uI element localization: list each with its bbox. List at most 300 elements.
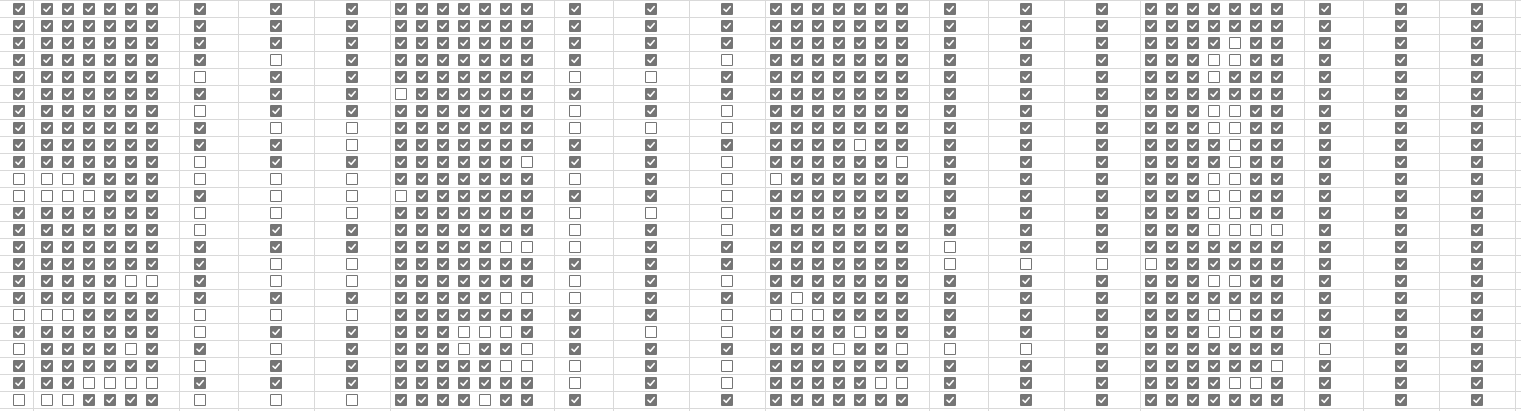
checkbox-checked-icon[interactable] [1319,309,1331,321]
checkbox-checked-icon[interactable] [1271,326,1283,338]
checkbox-checked-icon[interactable] [104,309,116,321]
checkbox-checked-icon[interactable] [1395,190,1407,202]
checkbox-checked-icon[interactable] [1250,156,1262,168]
checkbox-checked-icon[interactable] [395,20,407,32]
checkbox-checked-icon[interactable] [1145,71,1157,83]
checkbox-checked-icon[interactable] [458,241,470,253]
checkbox-checked-icon[interactable] [1250,309,1262,321]
checkbox-checked-icon[interactable] [1145,326,1157,338]
checkbox-checked-icon[interactable] [833,258,845,270]
checkbox-checked-icon[interactable] [1395,37,1407,49]
checkbox-checked-icon[interactable] [1187,343,1199,355]
checkbox-unchecked-icon[interactable] [270,190,282,202]
checkbox-checked-icon[interactable] [146,343,158,355]
checkbox-checked-icon[interactable] [83,20,95,32]
checkbox-checked-icon[interactable] [104,292,116,304]
checkbox-checked-icon[interactable] [944,292,956,304]
checkbox-checked-icon[interactable] [346,326,358,338]
checkbox-checked-icon[interactable] [569,3,581,15]
checkbox-checked-icon[interactable] [437,292,449,304]
checkbox-checked-icon[interactable] [1250,20,1262,32]
checkbox-checked-icon[interactable] [721,343,733,355]
checkbox-checked-icon[interactable] [416,71,428,83]
checkbox-checked-icon[interactable] [104,394,116,406]
checkbox-unchecked-icon[interactable] [812,309,824,321]
checkbox-checked-icon[interactable] [791,224,803,236]
checkbox-checked-icon[interactable] [1166,88,1178,100]
checkbox-checked-icon[interactable] [721,258,733,270]
checkbox-unchecked-icon[interactable] [125,377,137,389]
checkbox-checked-icon[interactable] [521,139,533,151]
checkbox-checked-icon[interactable] [270,326,282,338]
checkbox-checked-icon[interactable] [1395,207,1407,219]
checkbox-checked-icon[interactable] [146,20,158,32]
checkbox-checked-icon[interactable] [1471,360,1483,372]
checkbox-checked-icon[interactable] [125,258,137,270]
checkbox-checked-icon[interactable] [812,54,824,66]
checkbox-checked-icon[interactable] [896,173,908,185]
checkbox-checked-icon[interactable] [1395,343,1407,355]
checkbox-checked-icon[interactable] [1187,37,1199,49]
checkbox-unchecked-icon[interactable] [569,71,581,83]
checkbox-checked-icon[interactable] [479,105,491,117]
checkbox-checked-icon[interactable] [1166,224,1178,236]
checkbox-checked-icon[interactable] [1166,275,1178,287]
checkbox-checked-icon[interactable] [146,394,158,406]
checkbox-unchecked-icon[interactable] [41,190,53,202]
checkbox-checked-icon[interactable] [1020,224,1032,236]
checkbox-checked-icon[interactable] [1166,309,1178,321]
checkbox-checked-icon[interactable] [437,309,449,321]
checkbox-checked-icon[interactable] [104,190,116,202]
checkbox-checked-icon[interactable] [1250,173,1262,185]
checkbox-checked-icon[interactable] [479,343,491,355]
checkbox-checked-icon[interactable] [13,139,25,151]
checkbox-checked-icon[interactable] [1208,139,1220,151]
checkbox-checked-icon[interactable] [521,122,533,134]
checkbox-checked-icon[interactable] [479,292,491,304]
checkbox-unchecked-icon[interactable] [41,394,53,406]
checkbox-checked-icon[interactable] [1471,258,1483,270]
checkbox-unchecked-icon[interactable] [479,394,491,406]
checkbox-checked-icon[interactable] [721,3,733,15]
checkbox-checked-icon[interactable] [1166,207,1178,219]
checkbox-checked-icon[interactable] [479,360,491,372]
checkbox-checked-icon[interactable] [1020,377,1032,389]
checkbox-checked-icon[interactable] [125,292,137,304]
checkbox-checked-icon[interactable] [500,122,512,134]
checkbox-unchecked-icon[interactable] [194,173,206,185]
checkbox-checked-icon[interactable] [833,105,845,117]
checkbox-checked-icon[interactable] [41,122,53,134]
checkbox-checked-icon[interactable] [944,326,956,338]
checkbox-checked-icon[interactable] [1250,71,1262,83]
checkbox-checked-icon[interactable] [1271,54,1283,66]
checkbox-unchecked-icon[interactable] [104,377,116,389]
checkbox-unchecked-icon[interactable] [13,343,25,355]
checkbox-checked-icon[interactable] [854,258,866,270]
checkbox-checked-icon[interactable] [1096,173,1108,185]
checkbox-checked-icon[interactable] [875,360,887,372]
checkbox-checked-icon[interactable] [346,20,358,32]
checkbox-checked-icon[interactable] [791,241,803,253]
checkbox-checked-icon[interactable] [521,54,533,66]
checkbox-checked-icon[interactable] [194,37,206,49]
checkbox-checked-icon[interactable] [41,139,53,151]
checkbox-checked-icon[interactable] [569,88,581,100]
checkbox-checked-icon[interactable] [458,122,470,134]
checkbox-checked-icon[interactable] [569,309,581,321]
checkbox-checked-icon[interactable] [1020,71,1032,83]
checkbox-checked-icon[interactable] [1395,377,1407,389]
checkbox-checked-icon[interactable] [1166,377,1178,389]
checkbox-unchecked-icon[interactable] [944,258,956,270]
checkbox-checked-icon[interactable] [395,37,407,49]
checkbox-checked-icon[interactable] [1395,3,1407,15]
checkbox-checked-icon[interactable] [1187,377,1199,389]
checkbox-unchecked-icon[interactable] [791,309,803,321]
checkbox-unchecked-icon[interactable] [569,292,581,304]
checkbox-checked-icon[interactable] [270,88,282,100]
checkbox-checked-icon[interactable] [270,156,282,168]
checkbox-checked-icon[interactable] [83,224,95,236]
checkbox-unchecked-icon[interactable] [41,173,53,185]
checkbox-unchecked-icon[interactable] [346,190,358,202]
checkbox-checked-icon[interactable] [270,377,282,389]
checkbox-checked-icon[interactable] [146,71,158,83]
checkbox-unchecked-icon[interactable] [346,122,358,134]
checkbox-checked-icon[interactable] [1020,54,1032,66]
checkbox-checked-icon[interactable] [1471,156,1483,168]
checkbox-checked-icon[interactable] [1471,207,1483,219]
checkbox-checked-icon[interactable] [13,105,25,117]
checkbox-checked-icon[interactable] [458,207,470,219]
checkbox-checked-icon[interactable] [104,54,116,66]
checkbox-unchecked-icon[interactable] [194,326,206,338]
checkbox-checked-icon[interactable] [1145,394,1157,406]
checkbox-checked-icon[interactable] [854,309,866,321]
checkbox-checked-icon[interactable] [1145,241,1157,253]
checkbox-unchecked-icon[interactable] [569,207,581,219]
checkbox-checked-icon[interactable] [1187,139,1199,151]
checkbox-checked-icon[interactable] [1096,309,1108,321]
checkbox-checked-icon[interactable] [944,275,956,287]
checkbox-checked-icon[interactable] [721,394,733,406]
checkbox-checked-icon[interactable] [13,360,25,372]
checkbox-checked-icon[interactable] [416,394,428,406]
checkbox-checked-icon[interactable] [1471,224,1483,236]
checkbox-checked-icon[interactable] [791,88,803,100]
checkbox-checked-icon[interactable] [479,275,491,287]
checkbox-checked-icon[interactable] [854,275,866,287]
checkbox-checked-icon[interactable] [83,343,95,355]
checkbox-checked-icon[interactable] [812,3,824,15]
checkbox-checked-icon[interactable] [1271,71,1283,83]
checkbox-checked-icon[interactable] [944,360,956,372]
checkbox-checked-icon[interactable] [125,37,137,49]
checkbox-unchecked-icon[interactable] [1229,326,1241,338]
checkbox-checked-icon[interactable] [645,20,657,32]
checkbox-checked-icon[interactable] [1471,71,1483,83]
checkbox-checked-icon[interactable] [875,292,887,304]
checkbox-checked-icon[interactable] [833,54,845,66]
checkbox-checked-icon[interactable] [645,54,657,66]
checkbox-checked-icon[interactable] [875,258,887,270]
checkbox-checked-icon[interactable] [346,105,358,117]
checkbox-checked-icon[interactable] [875,190,887,202]
checkbox-checked-icon[interactable] [812,105,824,117]
checkbox-checked-icon[interactable] [645,105,657,117]
checkbox-checked-icon[interactable] [346,3,358,15]
checkbox-unchecked-icon[interactable] [270,394,282,406]
checkbox-checked-icon[interactable] [41,343,53,355]
checkbox-checked-icon[interactable] [479,190,491,202]
checkbox-checked-icon[interactable] [125,326,137,338]
checkbox-unchecked-icon[interactable] [1250,377,1262,389]
checkbox-checked-icon[interactable] [770,275,782,287]
checkbox-checked-icon[interactable] [194,275,206,287]
checkbox-checked-icon[interactable] [812,258,824,270]
checkbox-unchecked-icon[interactable] [645,122,657,134]
checkbox-checked-icon[interactable] [1166,360,1178,372]
checkbox-checked-icon[interactable] [812,241,824,253]
checkbox-unchecked-icon[interactable] [521,343,533,355]
checkbox-checked-icon[interactable] [395,326,407,338]
checkbox-checked-icon[interactable] [1020,326,1032,338]
checkbox-checked-icon[interactable] [500,3,512,15]
checkbox-checked-icon[interactable] [770,3,782,15]
checkbox-checked-icon[interactable] [1319,190,1331,202]
checkbox-checked-icon[interactable] [146,360,158,372]
checkbox-checked-icon[interactable] [500,139,512,151]
checkbox-checked-icon[interactable] [437,3,449,15]
checkbox-checked-icon[interactable] [1319,54,1331,66]
checkbox-checked-icon[interactable] [395,343,407,355]
checkbox-checked-icon[interactable] [521,37,533,49]
checkbox-checked-icon[interactable] [416,292,428,304]
checkbox-checked-icon[interactable] [521,20,533,32]
checkbox-checked-icon[interactable] [770,207,782,219]
checkbox-checked-icon[interactable] [346,156,358,168]
checkbox-unchecked-icon[interactable] [346,275,358,287]
checkbox-checked-icon[interactable] [1145,20,1157,32]
checkbox-checked-icon[interactable] [1271,88,1283,100]
checkbox-checked-icon[interactable] [812,207,824,219]
checkbox-checked-icon[interactable] [770,71,782,83]
checkbox-checked-icon[interactable] [416,37,428,49]
checkbox-checked-icon[interactable] [1020,122,1032,134]
checkbox-checked-icon[interactable] [479,207,491,219]
checkbox-checked-icon[interactable] [83,326,95,338]
checkbox-checked-icon[interactable] [83,309,95,321]
checkbox-unchecked-icon[interactable] [270,54,282,66]
checkbox-checked-icon[interactable] [13,3,25,15]
checkbox-checked-icon[interactable] [1020,3,1032,15]
checkbox-checked-icon[interactable] [479,3,491,15]
checkbox-checked-icon[interactable] [62,343,74,355]
checkbox-checked-icon[interactable] [875,343,887,355]
checkbox-checked-icon[interactable] [194,377,206,389]
checkbox-checked-icon[interactable] [194,190,206,202]
checkbox-checked-icon[interactable] [62,54,74,66]
checkbox-checked-icon[interactable] [1319,88,1331,100]
checkbox-checked-icon[interactable] [13,88,25,100]
checkbox-checked-icon[interactable] [1229,292,1241,304]
checkbox-checked-icon[interactable] [645,224,657,236]
checkbox-checked-icon[interactable] [1208,156,1220,168]
checkbox-checked-icon[interactable] [270,292,282,304]
checkbox-checked-icon[interactable] [346,292,358,304]
checkbox-checked-icon[interactable] [1271,105,1283,117]
checkbox-checked-icon[interactable] [62,292,74,304]
checkbox-checked-icon[interactable] [1145,207,1157,219]
checkbox-unchecked-icon[interactable] [194,207,206,219]
checkbox-checked-icon[interactable] [437,394,449,406]
checkbox-unchecked-icon[interactable] [1229,207,1241,219]
checkbox-checked-icon[interactable] [395,292,407,304]
checkbox-checked-icon[interactable] [1208,343,1220,355]
checkbox-checked-icon[interactable] [1319,394,1331,406]
checkbox-unchecked-icon[interactable] [721,360,733,372]
checkbox-unchecked-icon[interactable] [944,343,956,355]
checkbox-checked-icon[interactable] [896,3,908,15]
checkbox-checked-icon[interactable] [146,326,158,338]
checkbox-unchecked-icon[interactable] [645,207,657,219]
checkbox-checked-icon[interactable] [645,241,657,253]
checkbox-checked-icon[interactable] [83,275,95,287]
checkbox-checked-icon[interactable] [41,241,53,253]
checkbox-checked-icon[interactable] [1096,326,1108,338]
checkbox-unchecked-icon[interactable] [721,207,733,219]
checkbox-checked-icon[interactable] [395,309,407,321]
checkbox-checked-icon[interactable] [1187,105,1199,117]
checkbox-checked-icon[interactable] [521,71,533,83]
checkbox-checked-icon[interactable] [194,343,206,355]
checkbox-checked-icon[interactable] [125,20,137,32]
checkbox-checked-icon[interactable] [944,190,956,202]
checkbox-checked-icon[interactable] [812,326,824,338]
checkbox-checked-icon[interactable] [125,88,137,100]
checkbox-checked-icon[interactable] [1471,54,1483,66]
checkbox-checked-icon[interactable] [479,122,491,134]
checkbox-checked-icon[interactable] [395,207,407,219]
checkbox-checked-icon[interactable] [146,139,158,151]
checkbox-checked-icon[interactable] [791,360,803,372]
checkbox-unchecked-icon[interactable] [1229,309,1241,321]
checkbox-checked-icon[interactable] [1271,377,1283,389]
checkbox-checked-icon[interactable] [395,71,407,83]
checkbox-unchecked-icon[interactable] [1208,275,1220,287]
checkbox-checked-icon[interactable] [479,156,491,168]
checkbox-checked-icon[interactable] [1187,360,1199,372]
checkbox-checked-icon[interactable] [1096,37,1108,49]
checkbox-checked-icon[interactable] [125,139,137,151]
checkbox-checked-icon[interactable] [500,54,512,66]
checkbox-checked-icon[interactable] [645,309,657,321]
checkbox-unchecked-icon[interactable] [458,343,470,355]
checkbox-checked-icon[interactable] [1319,20,1331,32]
checkbox-checked-icon[interactable] [1020,360,1032,372]
checkbox-unchecked-icon[interactable] [1208,224,1220,236]
checkbox-checked-icon[interactable] [1250,326,1262,338]
checkbox-checked-icon[interactable] [1187,394,1199,406]
checkbox-checked-icon[interactable] [1208,394,1220,406]
checkbox-checked-icon[interactable] [812,88,824,100]
checkbox-checked-icon[interactable] [437,88,449,100]
checkbox-checked-icon[interactable] [458,88,470,100]
checkbox-checked-icon[interactable] [854,224,866,236]
checkbox-checked-icon[interactable] [83,71,95,83]
checkbox-checked-icon[interactable] [645,88,657,100]
checkbox-checked-icon[interactable] [437,71,449,83]
checkbox-checked-icon[interactable] [416,360,428,372]
checkbox-checked-icon[interactable] [1271,156,1283,168]
checkbox-checked-icon[interactable] [500,20,512,32]
checkbox-checked-icon[interactable] [437,241,449,253]
checkbox-checked-icon[interactable] [13,377,25,389]
checkbox-checked-icon[interactable] [125,190,137,202]
checkbox-checked-icon[interactable] [1271,309,1283,321]
checkbox-checked-icon[interactable] [944,139,956,151]
checkbox-checked-icon[interactable] [1187,173,1199,185]
checkbox-checked-icon[interactable] [13,292,25,304]
checkbox-checked-icon[interactable] [833,3,845,15]
checkbox-checked-icon[interactable] [875,309,887,321]
checkbox-unchecked-icon[interactable] [270,275,282,287]
checkbox-checked-icon[interactable] [1271,190,1283,202]
checkbox-checked-icon[interactable] [1020,207,1032,219]
checkbox-checked-icon[interactable] [41,275,53,287]
checkbox-checked-icon[interactable] [41,105,53,117]
checkbox-checked-icon[interactable] [500,275,512,287]
checkbox-checked-icon[interactable] [83,54,95,66]
checkbox-checked-icon[interactable] [437,258,449,270]
checkbox-checked-icon[interactable] [41,20,53,32]
checkbox-checked-icon[interactable] [1166,343,1178,355]
checkbox-checked-icon[interactable] [146,258,158,270]
checkbox-checked-icon[interactable] [1395,241,1407,253]
checkbox-unchecked-icon[interactable] [521,360,533,372]
checkbox-checked-icon[interactable] [1319,326,1331,338]
checkbox-unchecked-icon[interactable] [791,292,803,304]
checkbox-checked-icon[interactable] [645,360,657,372]
checkbox-checked-icon[interactable] [854,207,866,219]
checkbox-unchecked-icon[interactable] [1208,190,1220,202]
checkbox-checked-icon[interactable] [395,54,407,66]
checkbox-checked-icon[interactable] [812,156,824,168]
checkbox-checked-icon[interactable] [41,258,53,270]
checkbox-checked-icon[interactable] [875,37,887,49]
checkbox-checked-icon[interactable] [104,241,116,253]
checkbox-checked-icon[interactable] [1250,3,1262,15]
checkbox-checked-icon[interactable] [812,343,824,355]
checkbox-checked-icon[interactable] [1145,360,1157,372]
checkbox-checked-icon[interactable] [875,275,887,287]
checkbox-checked-icon[interactable] [521,88,533,100]
checkbox-checked-icon[interactable] [13,224,25,236]
checkbox-checked-icon[interactable] [1395,139,1407,151]
checkbox-checked-icon[interactable] [83,207,95,219]
checkbox-checked-icon[interactable] [146,3,158,15]
checkbox-checked-icon[interactable] [416,54,428,66]
checkbox-checked-icon[interactable] [875,224,887,236]
checkbox-checked-icon[interactable] [395,173,407,185]
checkbox-unchecked-icon[interactable] [833,343,845,355]
checkbox-unchecked-icon[interactable] [1208,173,1220,185]
checkbox-checked-icon[interactable] [437,122,449,134]
checkbox-checked-icon[interactable] [1096,20,1108,32]
checkbox-checked-icon[interactable] [416,190,428,202]
